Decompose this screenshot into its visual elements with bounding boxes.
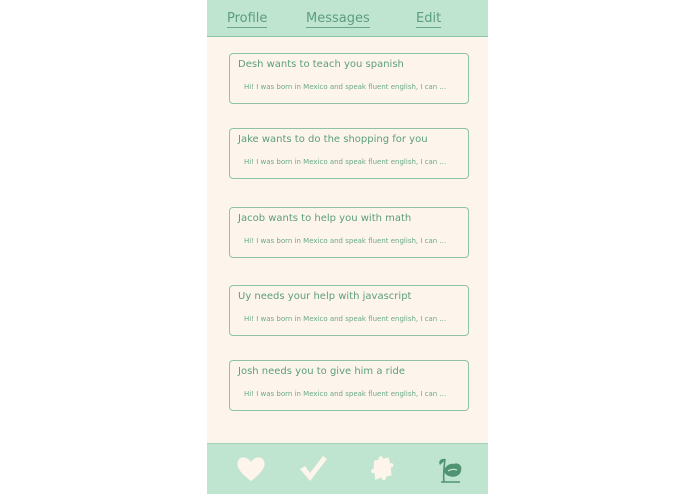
- message-preview: Hi! I was born in Mexico and speak fluent english, I can ...: [244, 237, 447, 245]
- tab-messages[interactable]: Messages: [306, 11, 370, 26]
- message-preview: Hi! I was born in Mexico and speak fluent english, I can ...: [244, 83, 447, 91]
- message-title: Jacob wants to help you with math: [238, 213, 412, 224]
- bottom-nav-bar: [207, 443, 488, 494]
- message-title: Josh needs you to give him a ride: [238, 366, 406, 377]
- app-screen: [207, 0, 488, 494]
- puzzle-icon[interactable]: [367, 453, 399, 485]
- message-preview: Hi! I was born in Mexico and speak fluent english, I can ...: [244, 158, 447, 166]
- message-card[interactable]: [229, 360, 469, 411]
- message-title: Uy needs your help with javascript: [238, 291, 412, 302]
- message-list: [207, 37, 488, 442]
- top-nav-bar: [207, 0, 488, 37]
- tab-edit[interactable]: Edit: [416, 11, 442, 26]
- checkmark-icon[interactable]: [297, 453, 329, 485]
- message-card[interactable]: [229, 53, 469, 104]
- message-preview: Hi! I was born in Mexico and speak fluent english, I can ...: [244, 315, 447, 323]
- plant-icon[interactable]: [434, 453, 466, 485]
- message-card[interactable]: [229, 128, 469, 179]
- message-card[interactable]: [229, 285, 469, 336]
- heart-icon[interactable]: [235, 453, 267, 485]
- message-title: Jake wants to do the shopping for you: [238, 134, 428, 145]
- message-title: Desh wants to teach you spanish: [238, 59, 404, 70]
- message-card[interactable]: [229, 207, 469, 258]
- tab-profile[interactable]: Profile: [227, 11, 268, 26]
- message-preview: Hi! I was born in Mexico and speak fluent english, I can ...: [244, 390, 447, 398]
